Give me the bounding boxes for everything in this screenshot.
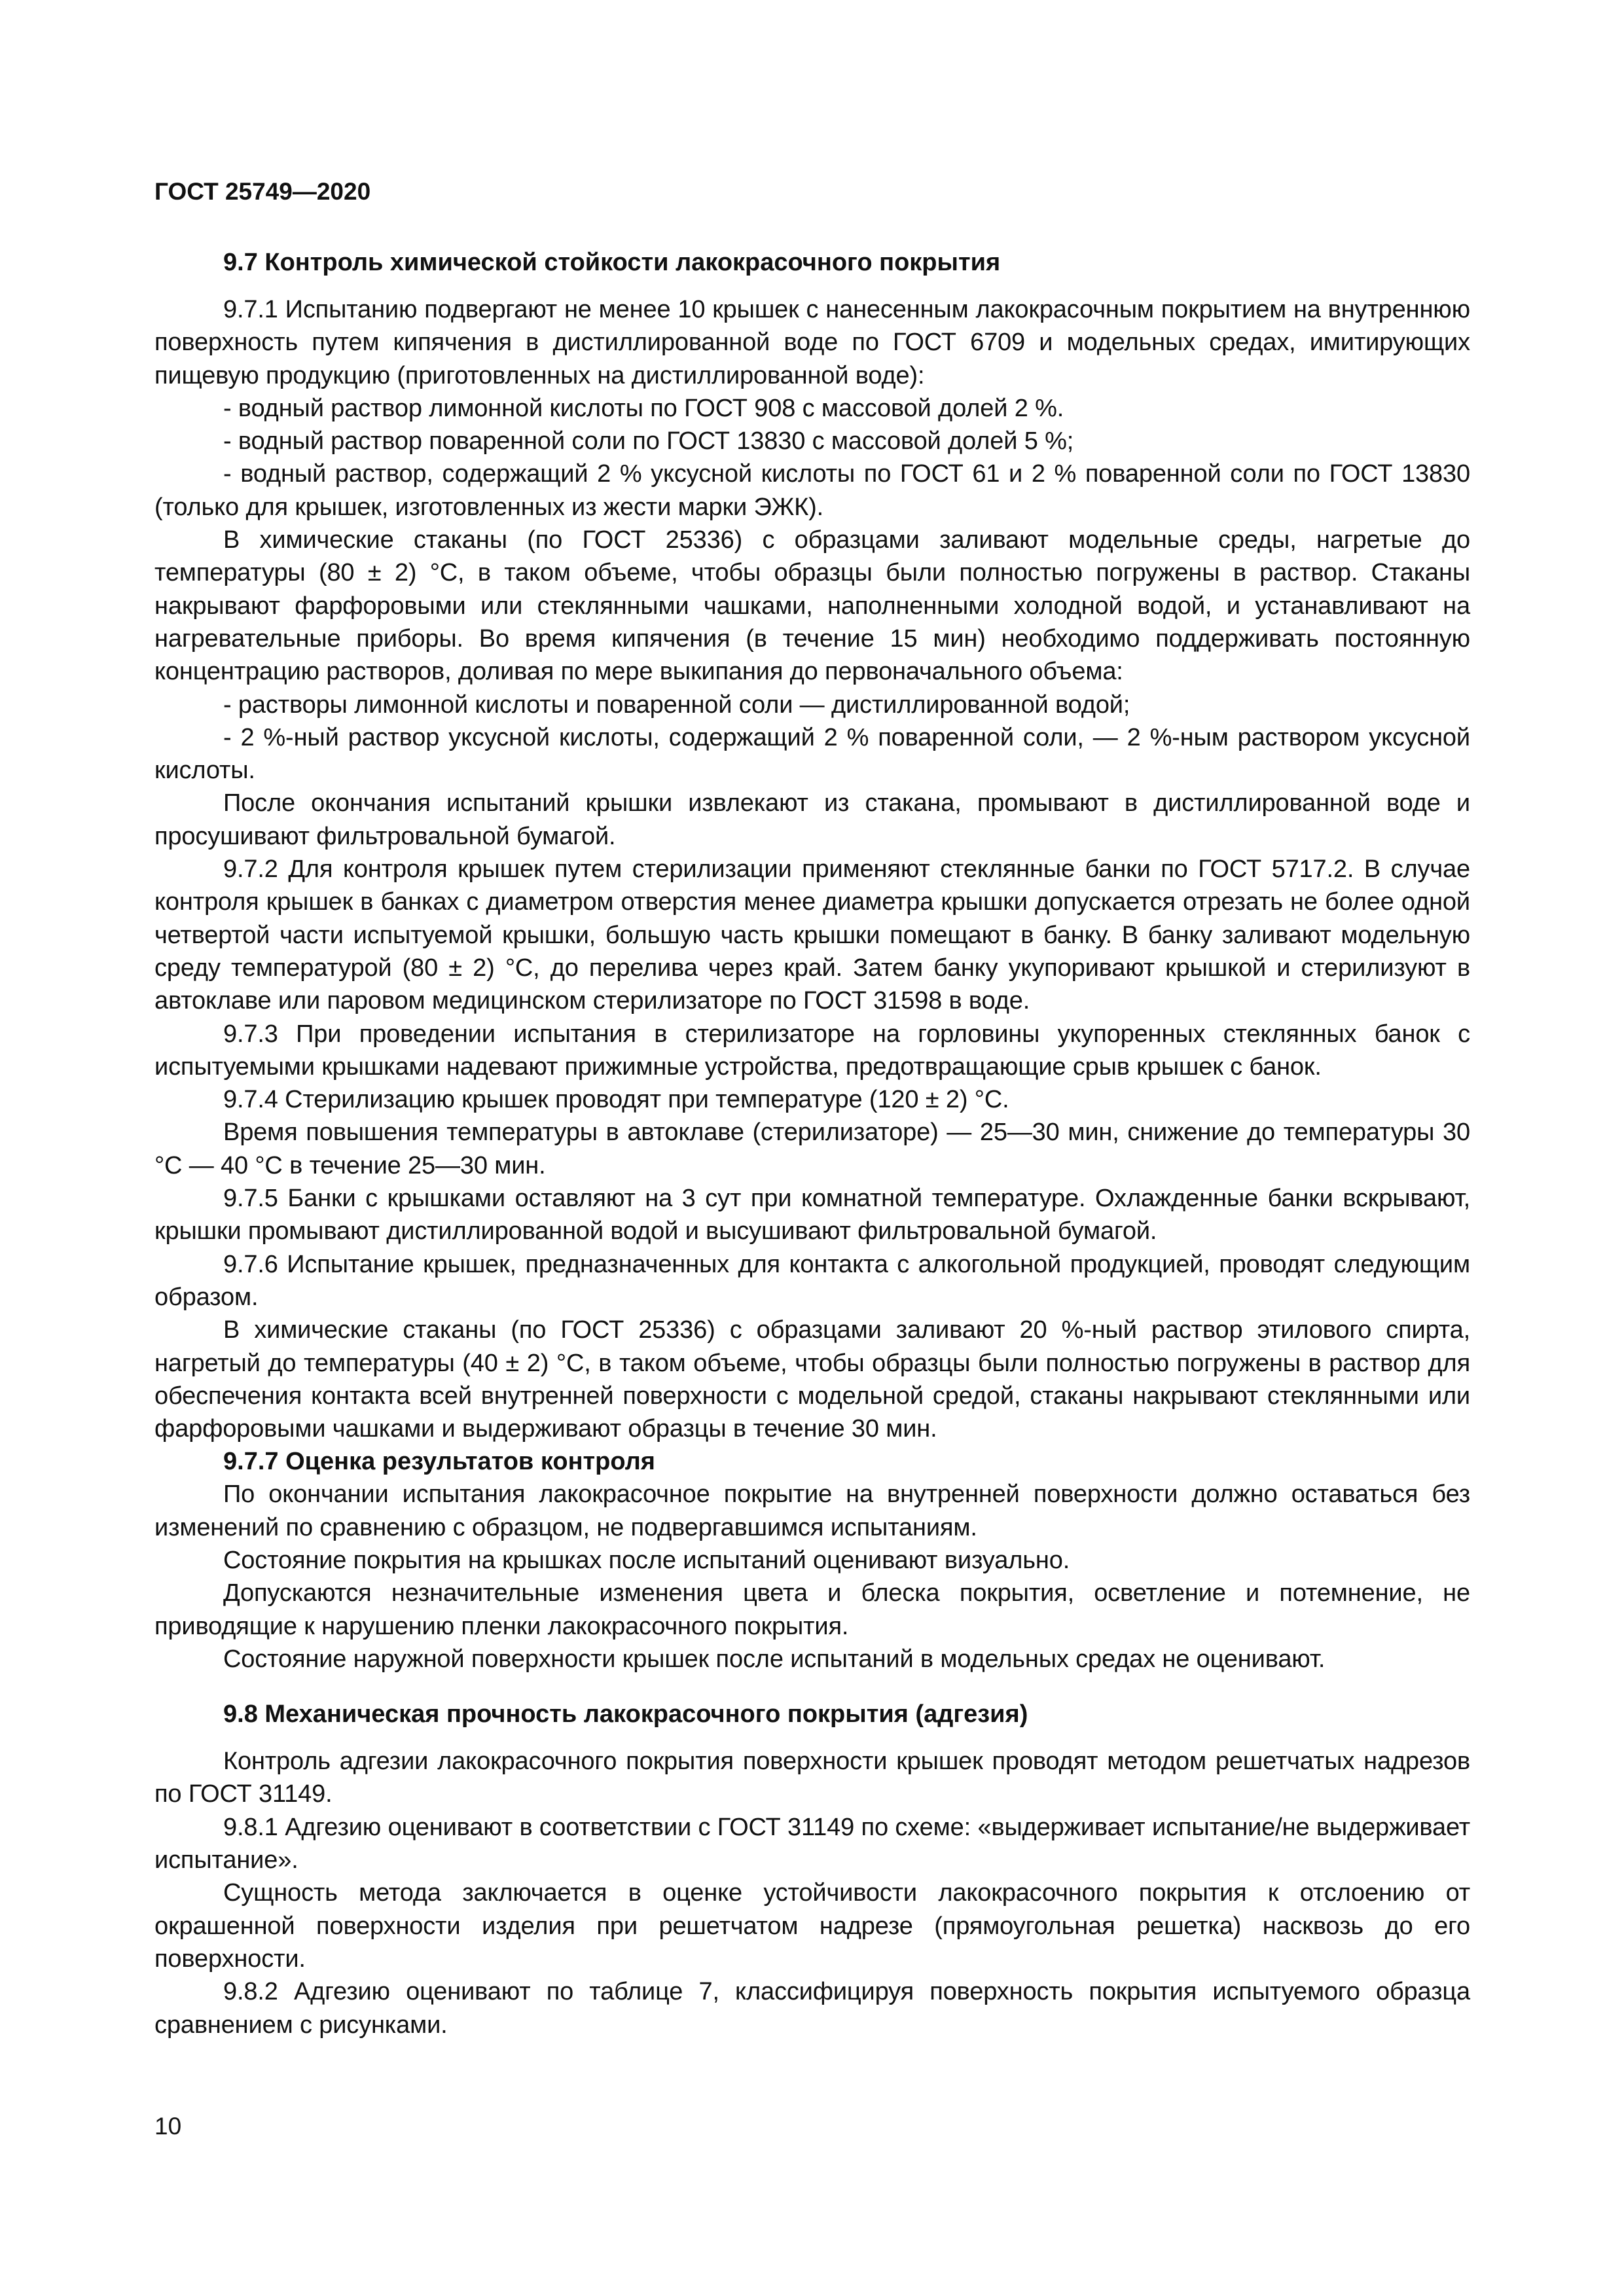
paragraph: Сущность метода заключается в оценке устойчивости лакокрасочного покрытия к отслоению от окрашенной поверхности изделия при решетчатом надрезе (прямоугольная решетка) насквозь до его поверхности. [154, 1879, 1470, 1973]
paragraph: Допускаются незначительные изменения цвета и блеска покрытия, осветление и потемнение, не приводящие к нарушению пленки лакокрасочного покрытия. [154, 1579, 1470, 1640]
paragraph: После окончания испытаний крышки извлекают из стакана, промывают в дистиллированной воде и просушивают фильтровальной бумагой. [154, 789, 1470, 850]
paragraph: 9.8.2 Адгезию оценивают по таблице 7, классифицируя поверхность покрытия испытуемого образца сравнением с рисунками. [154, 1978, 1470, 2039]
paragraph: 9.8.1 Адгезию оценивают в соответствии с ГОСТ 31149 по схеме: «выдерживает испытание/не выдерживает испытание». [154, 1813, 1470, 1874]
list-item: - растворы лимонной кислоты и поваренной соли — дистиллированной водой; [223, 691, 1130, 719]
paragraph: 9.7.3 При проведении испытания в стерилизаторе на горловины укупоренных стеклянных банок с испытуемыми крышками надевают прижимные устройства, предотвращающие срыв крышек с банок. [154, 1020, 1470, 1081]
document-page [154, 177, 1470, 2041]
paragraph: 9.7.6 Испытание крышек, предназначенных для контакта с алкогольной продукцией, проводят следующим образом. [154, 1250, 1470, 1311]
list-item: - водный раствор лимонной кислоты по ГОСТ 908 с массовой долей 2 %. [223, 394, 1064, 422]
subsection-heading-9-7-7: 9.7.7 Оценка результатов контроля [223, 1448, 655, 1476]
section-heading-9-7: 9.7 Контроль химической стойкости лакокрасочного покрытия [223, 249, 1001, 276]
section-heading-9-8: 9.8 Механическая прочность лакокрасочного покрытия (адгезия) [223, 1700, 1028, 1729]
paragraph: Контроль адгезии лакокрасочного покрытия поверхности крышек проводят методом решетчатых надрезов по ГОСТ 31149. [154, 1748, 1470, 1808]
paragraph: Состояние наружной поверхности крышек после испытаний в модельных средах не оценивают. [223, 1645, 1326, 1673]
paragraph: Время повышения температуры в автоклаве (стерилизаторе) — 25—30 мин, снижение до температуры 30 °С — 40 °С в течение 25—30 мин. [154, 1119, 1470, 1179]
document-code: ГОСТ 25749—2020 [154, 178, 371, 205]
paragraph: В химические стаканы (по ГОСТ 25336) с образцами заливают 20 %-ный раствор этилового спирта, нагретый до температуры (40 ± 2) °С, в таком объеме, чтобы образцы были полностью погружены в раствор для обеспечения контакта всей внутренней поверхности с модельной средой, стаканы накрывают стеклянными или фарфоровыми чашками и выдерживают образцы в течение 30 мин. [154, 1316, 1470, 1443]
list-item: - водный раствор, содержащий 2 % уксусной кислоты по ГОСТ 61 и 2 % поваренной соли по ГОСТ 13830 (только для крышек, изготовленных из жести марки ЭЖК). [154, 460, 1470, 521]
paragraph: Состояние покрытия на крышках после испытаний оценивают визуально. [223, 1546, 1070, 1574]
paragraph: В химические стаканы (по ГОСТ 25336) с образцами заливают модельные среды, нагретые до температуры (80 ± 2) °С, в таком объеме, чтобы образцы были полностью погружены в раствор. Стаканы накрывают фарфоровыми или стеклянными чашками, наполненными холодной водой, и устанавливают на нагревательные приборы. Во время кипячения (в течение 15 мин) необходимо поддерживать постоянную концентрацию растворов, доливая по мере выкипания до первоначального объема: [154, 526, 1470, 686]
paragraph: 9.7.2 Для контроля крышек путем стерилизации применяют стеклянные банки по ГОСТ 5717.2. В случае контроля крышек в банках с диаметром отверстия менее диаметра крышки допускается отрезать не более одной четвертой части испытуемой крышки, большую часть крышки помещают в банку. В банку заливают модельную среду температурой (80 ± 2) °С, до перелива через край. Затем банку укупоривают крышкой и стерилизуют в автоклаве или паровом медицинском стерилизаторе по ГОСТ 31598 в воде. [154, 855, 1470, 1015]
list-item: - 2 %-ный раствор уксусной кислоты, содержащий 2 % поваренной соли, — 2 %-ным раствором уксусной кислоты. [154, 723, 1470, 785]
paragraph: 9.7.5 Банки с крышками оставляют на 3 сут при комнатной температуре. Охлажденные банки вскрывают, крышки промывают дистиллированной водой и высушивают фильтровальной бумагой. [154, 1185, 1470, 1246]
page-number: 10 [154, 2113, 182, 2140]
paragraph: 9.7.4 Стерилизацию крышек проводят при температуре (120 ± 2) °С. [223, 1086, 1009, 1114]
paragraph: По окончании испытания лакокрасочное покрытие на внутренней поверхности должно оставаться без изменений по сравнению с образцом, не подвергавшимся испытаниям. [154, 1480, 1470, 1541]
paragraph: 9.7.1 Испытанию подвергают не менее 10 крышек с нанесенным лакокрасочным покрытием на внутреннюю поверхность путем кипячения в дистиллированной воде по ГОСТ 6709 и модельных средах, имитирующих пищевую продукцию (приготовленных на дистиллированной воде): [154, 296, 1470, 389]
list-item: - водный раствор поваренной соли по ГОСТ 13830 с массовой долей 5 %; [223, 427, 1074, 456]
